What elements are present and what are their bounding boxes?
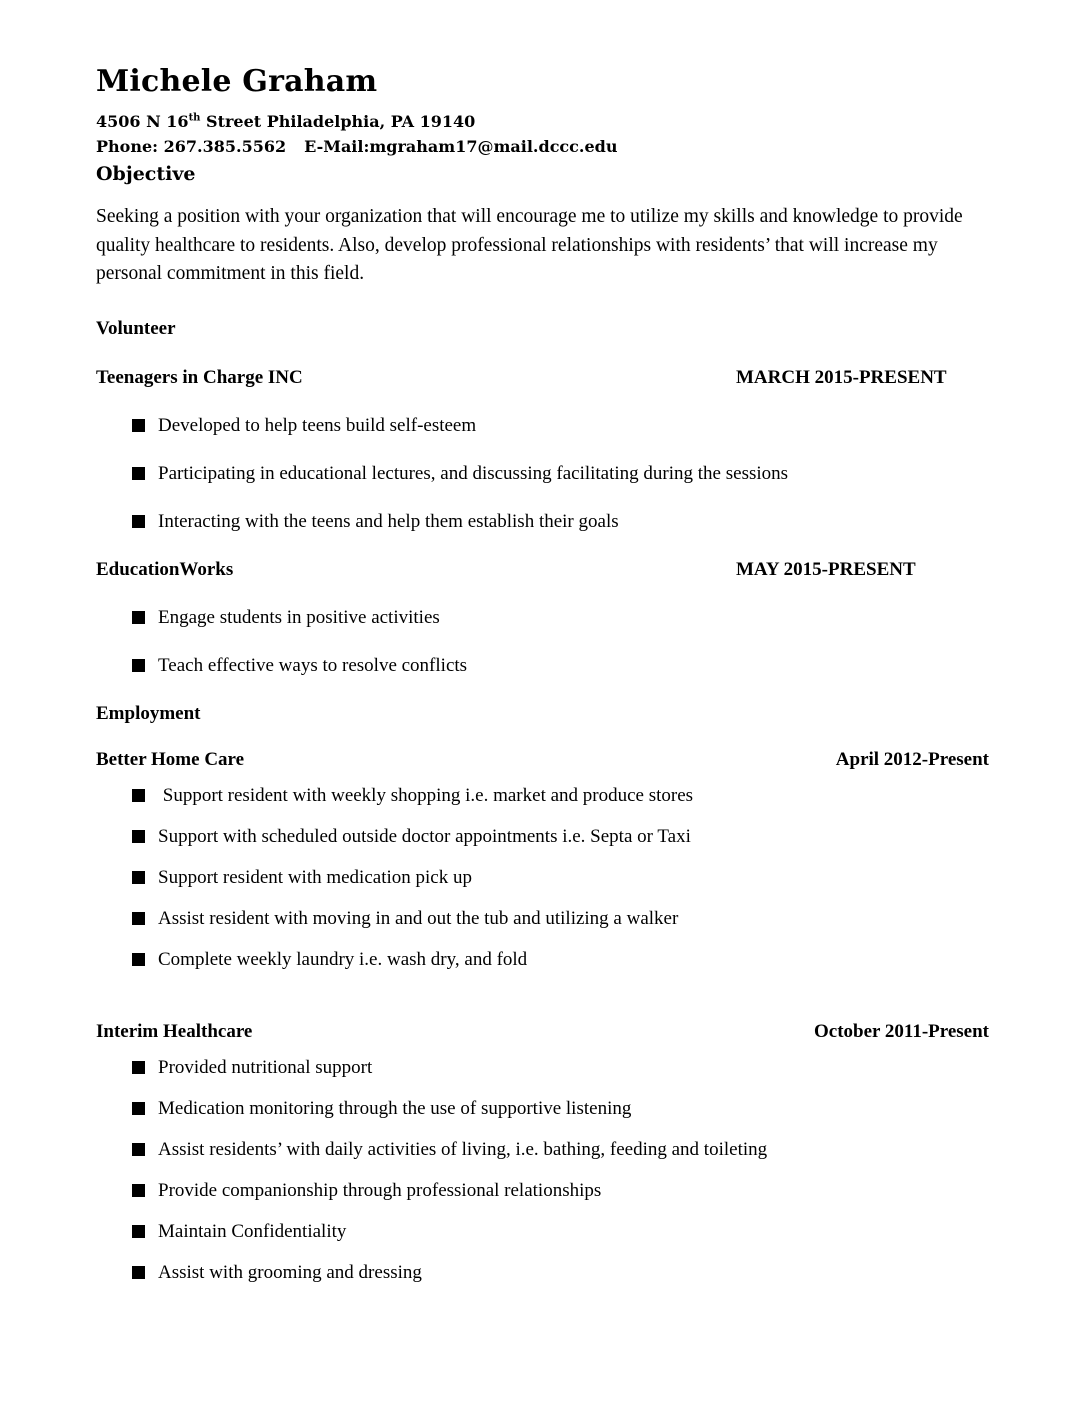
square-bullet-icon bbox=[132, 467, 145, 480]
bullet-list bbox=[96, 606, 989, 678]
person-name: Michele Graham bbox=[96, 64, 378, 99]
bullet-text: Support resident with weekly shopping i.e. market and produce stores bbox=[158, 784, 694, 806]
list-item bbox=[132, 1179, 989, 1203]
bullet-list bbox=[96, 1056, 989, 1285]
bullet-text: Assist resident with moving in and out the tub and utilizing a walker bbox=[158, 907, 679, 929]
volunteer-section-heading: Volunteer bbox=[96, 317, 176, 339]
square-bullet-icon bbox=[132, 1061, 145, 1074]
bullet-text: Support resident with medication pick up bbox=[158, 866, 472, 888]
list-item bbox=[132, 654, 989, 678]
square-bullet-icon bbox=[132, 871, 145, 884]
square-bullet-icon bbox=[132, 1102, 145, 1115]
bullet-text: Complete weekly laundry i.e. wash dry, and fold bbox=[158, 948, 528, 970]
square-bullet-icon bbox=[132, 830, 145, 843]
bullet-list bbox=[96, 414, 989, 534]
square-bullet-icon bbox=[132, 1225, 145, 1238]
square-bullet-icon bbox=[132, 1266, 145, 1279]
address-ordinal-suffix: th bbox=[188, 112, 201, 124]
list-item bbox=[132, 907, 989, 931]
list-item bbox=[132, 414, 989, 438]
list-item bbox=[132, 866, 989, 890]
entry-dates: MAY 2015-PRESENT bbox=[736, 558, 916, 580]
org-name: Interim Healthcare bbox=[96, 1020, 253, 1042]
org-name: Teenagers in Charge INC bbox=[96, 366, 303, 388]
bullet-text: Engage students in positive activities bbox=[158, 606, 440, 628]
address-line bbox=[96, 109, 989, 134]
bullet-text: Provide companionship through professional relationships bbox=[158, 1179, 602, 1201]
list-item bbox=[132, 1138, 989, 1162]
volunteer-entry-header bbox=[96, 366, 989, 390]
bullet-text: Assist residents’ with daily activities of living, i.e. bathing, feeding and toileting bbox=[158, 1138, 768, 1160]
employment-section-heading: Employment bbox=[96, 702, 201, 724]
square-bullet-icon bbox=[132, 953, 145, 966]
list-item bbox=[132, 1097, 989, 1121]
bullet-list bbox=[96, 784, 989, 972]
entry-dates: October 2011-Present bbox=[813, 1020, 989, 1042]
list-item bbox=[132, 1220, 989, 1244]
bullet-text: Provided nutritional support bbox=[158, 1056, 373, 1078]
objective-text: Seeking a position with your organization that will encourage me to utilize my skills and knowledge to provide quality healthcare to residents. Also, develop professional relationships with residents’ that will increase my personal commitment in this field. bbox=[96, 206, 963, 284]
square-bullet-icon bbox=[132, 611, 145, 624]
contact-line bbox=[96, 134, 989, 159]
list-item bbox=[132, 606, 989, 630]
bullet-text: Teach effective ways to resolve conflicts bbox=[158, 654, 468, 676]
list-item bbox=[132, 462, 989, 486]
email-address: E-Mail:mgraham17@mail.dccc.edu bbox=[304, 137, 618, 156]
square-bullet-icon bbox=[132, 1143, 145, 1156]
list-item bbox=[132, 1056, 989, 1080]
address-prefix: 4506 N 16 bbox=[96, 112, 189, 131]
org-name: Better Home Care bbox=[96, 748, 245, 770]
address-suffix: Street Philadelphia, PA 19140 bbox=[200, 112, 476, 131]
objective-heading: Objective bbox=[96, 163, 196, 185]
bullet-text: Support with scheduled outside doctor appointments i.e. Septa or Taxi bbox=[158, 825, 691, 847]
bullet-text: Assist with grooming and dressing bbox=[158, 1261, 422, 1283]
list-item bbox=[132, 510, 989, 534]
bullet-text: Developed to help teens build self-esteem bbox=[158, 414, 477, 436]
bullet-text: Medication monitoring through the use of supportive listening bbox=[158, 1097, 632, 1119]
entry-dates: April 2012-Present bbox=[835, 748, 989, 770]
list-item bbox=[132, 784, 989, 808]
bullet-text: Participating in educational lectures, and discussing facilitating during the sessions bbox=[158, 462, 789, 484]
bullet-text: Interacting with the teens and help them establish their goals bbox=[158, 510, 619, 532]
org-name: EducationWorks bbox=[96, 558, 234, 580]
square-bullet-icon bbox=[132, 789, 145, 802]
square-bullet-icon bbox=[132, 419, 145, 432]
square-bullet-icon bbox=[132, 659, 145, 672]
phone-number: Phone: 267.385.5562 bbox=[96, 137, 287, 156]
list-item bbox=[132, 948, 989, 972]
list-item bbox=[132, 825, 989, 849]
entry-dates: MARCH 2015-PRESENT bbox=[736, 366, 947, 388]
volunteer-entry-header bbox=[96, 558, 989, 582]
square-bullet-icon bbox=[132, 515, 145, 528]
employment-entry-header bbox=[96, 1020, 989, 1044]
employment-entry-header bbox=[96, 748, 989, 772]
bullet-text: Maintain Confidentiality bbox=[158, 1220, 347, 1242]
square-bullet-icon bbox=[132, 912, 145, 925]
list-item bbox=[132, 1261, 989, 1285]
square-bullet-icon bbox=[132, 1184, 145, 1197]
